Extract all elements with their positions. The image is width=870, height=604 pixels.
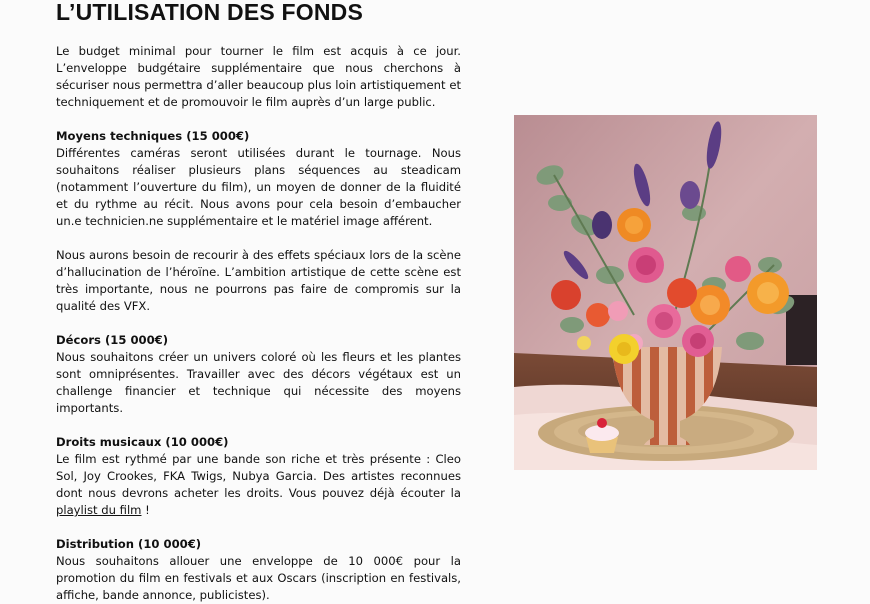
technique-text: Différentes caméras seront utilisées durant le tournage. Nous souhaitons réaliser plusieurs plans séquences au steadicam (notamment l’ouverture du film), un moyen de donner de la fluidité et du rythme au récit. Nous avons pour cela besoin d’embaucher un.e technicien.ne supplémentaire et le matériel image afférent. [56, 146, 461, 228]
music-heading: Droits musicaux (10 000€) [56, 435, 229, 449]
playlist-link[interactable]: playlist du film [56, 503, 142, 517]
flower-bouquet-photo [514, 115, 817, 470]
distribution-text: Nous souhaitons allouer une enveloppe de 10 000€ pour la promotion du film en festivals et aux Oscars (inscription en festivals, affiche, bande annonce, publicistes). [56, 554, 461, 602]
distribution-heading: Distribution (10 000€) [56, 537, 202, 551]
music-block [56, 434, 461, 519]
text-column [56, 43, 461, 604]
section-title: L’UTILISATION DES FONDS [56, 0, 364, 25]
technique-heading: Moyens techniques (15 000€) [56, 129, 250, 143]
intro-paragraph: Le budget minimal pour tourner le film est acquis à ce jour. L’enveloppe budgétaire supplémentaire que nous cherchons à sécuriser nous permettra d’aller beaucoup plus loin artistiquement et techniquement et de promouvoir le film auprès d’un large public. [56, 44, 461, 109]
vfx-paragraph: Nous aurons besoin de recourir à des effets spéciaux lors de la scène d’hallucination de l’héroïne. L’ambition artistique de cette scène est très importante, nous ne pourrons pas faire de compromis sur la qualité des VFX. [56, 248, 461, 313]
decors-text: Nous souhaitons créer un univers coloré où les fleurs et les plantes sont omniprésentes. Travailler avec des décors végétaux est un challenge financier et technique qui nécessite des moyens importants. [56, 350, 461, 415]
decors-heading: Décors (15 000€) [56, 333, 169, 347]
music-text: Le film est rythmé par une bande son riche et très présente : Cleo Sol, Joy Crookes, FKA Twigs, Nubya Garcia. Des artistes reconnues dont nous devrons acheter les droits. Vous pouvez déjà écouter la [56, 452, 461, 500]
technique-block [56, 128, 461, 230]
decors-block [56, 332, 461, 417]
music-suffix: ! [141, 503, 150, 517]
distribution-block [56, 536, 461, 604]
